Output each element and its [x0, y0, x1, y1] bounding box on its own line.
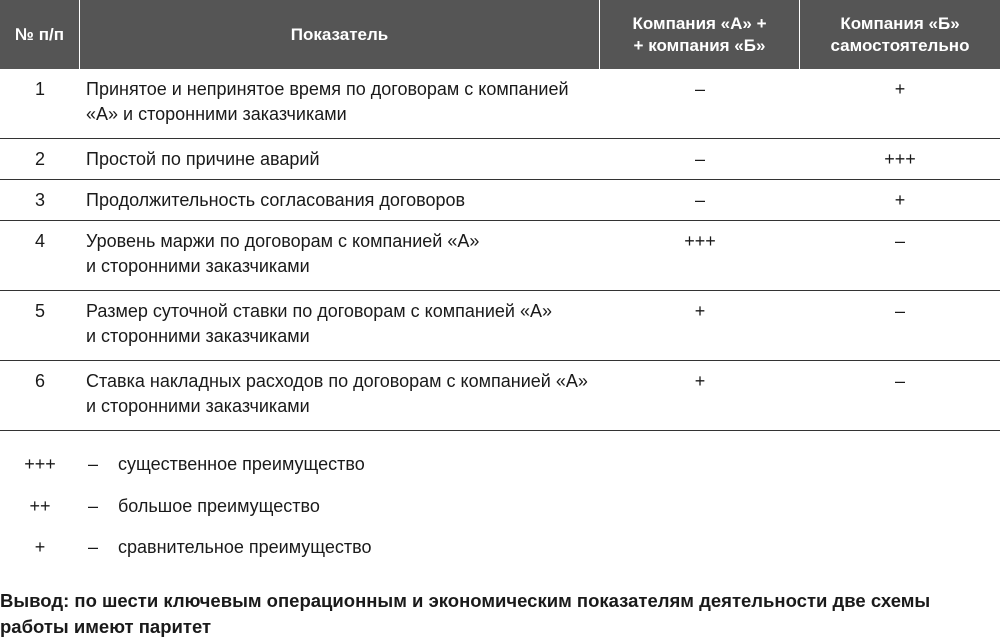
- row-value-a: –: [694, 149, 705, 169]
- row-indicator-line2: и сторонними заказчиками: [86, 326, 310, 346]
- header-company-a-b: [600, 0, 800, 69]
- row-value-a: +: [694, 371, 706, 391]
- table-row: [0, 69, 1000, 139]
- row-indicator: [86, 69, 606, 138]
- legend-symbol: +: [34, 537, 46, 557]
- table-header: [0, 0, 1000, 69]
- legend-item: [0, 491, 600, 521]
- row-indicator-line1: Уровень маржи по договорам с компанией «А»: [86, 231, 480, 251]
- row-value-b: –: [894, 301, 905, 321]
- row-indicator-line2: «А» и сторонними заказчиками: [86, 104, 347, 124]
- table-row: [0, 361, 1000, 431]
- row-value-a: +++: [684, 231, 716, 251]
- header-company-b-line2: самостоятельно: [830, 35, 970, 55]
- row-indicator-line1: Размер суточной ставки по договорам с компанией «А»: [86, 301, 552, 321]
- legend-item: [0, 449, 600, 479]
- row-indicator-line1: Простой по причине аварий: [86, 149, 320, 169]
- table-row: [0, 291, 1000, 361]
- row-indicator-line2: и сторонними заказчиками: [86, 256, 310, 276]
- row-value-b: –: [894, 371, 905, 391]
- row-num: 1: [34, 79, 45, 99]
- header-company-b: [800, 0, 1000, 69]
- row-indicator-line1: Принятое и непринятое время по договорам с компанией: [86, 79, 569, 99]
- row-indicator: [86, 221, 606, 290]
- table-row: [0, 221, 1000, 291]
- header-company-b-line1: Компания «Б»: [840, 13, 960, 33]
- row-indicator: [86, 139, 606, 179]
- legend-item: [0, 532, 600, 562]
- row-value-b: –: [894, 231, 905, 251]
- header-indicator-label: Показатель: [290, 24, 389, 44]
- header-company-a-b-line2: + компания «Б»: [633, 35, 766, 55]
- row-indicator: [86, 180, 606, 220]
- row-indicator: [86, 291, 606, 360]
- row-indicator-line1: Продолжительность согласования договоров: [86, 190, 466, 210]
- header-num-label: № п/п: [15, 24, 64, 44]
- legend-dash: –: [88, 496, 99, 516]
- row-value-b: +++: [884, 149, 916, 169]
- table-row: [0, 180, 1000, 221]
- conclusion: [0, 588, 1000, 640]
- header-indicator: [80, 0, 600, 69]
- legend-symbol: +++: [24, 454, 56, 474]
- table-row: [0, 139, 1000, 180]
- row-num: 6: [34, 371, 45, 391]
- legend-text: большое преимущество: [118, 496, 320, 516]
- row-value-a: –: [694, 79, 705, 99]
- conclusion-line1: Вывод: по шести ключевым операционным и экономическим показателям деятельности две схемы: [0, 590, 931, 611]
- conclusion-line2: работы имеют паритет: [0, 616, 212, 637]
- header-company-a-b-line1: Компания «А» +: [632, 13, 767, 33]
- row-indicator-line2: и сторонними заказчиками: [86, 396, 310, 416]
- row-indicator: [86, 361, 606, 430]
- row-indicator-line1: Ставка накладных расходов по договорам с компанией «А»: [86, 371, 588, 391]
- row-num: 4: [34, 231, 45, 251]
- row-num: 5: [34, 301, 45, 321]
- row-value-b: +: [894, 79, 906, 99]
- row-value-b: +: [894, 190, 906, 210]
- legend-text: сравнительное преимущество: [118, 537, 372, 557]
- row-num: 3: [34, 190, 45, 210]
- legend-symbol: ++: [29, 496, 51, 516]
- row-value-a: –: [694, 190, 705, 210]
- legend-dash: –: [88, 537, 99, 557]
- header-num: [0, 0, 80, 69]
- legend-text: существенное преимущество: [118, 454, 365, 474]
- legend-dash: –: [88, 454, 99, 474]
- row-num: 2: [34, 149, 45, 169]
- row-value-a: +: [694, 301, 706, 321]
